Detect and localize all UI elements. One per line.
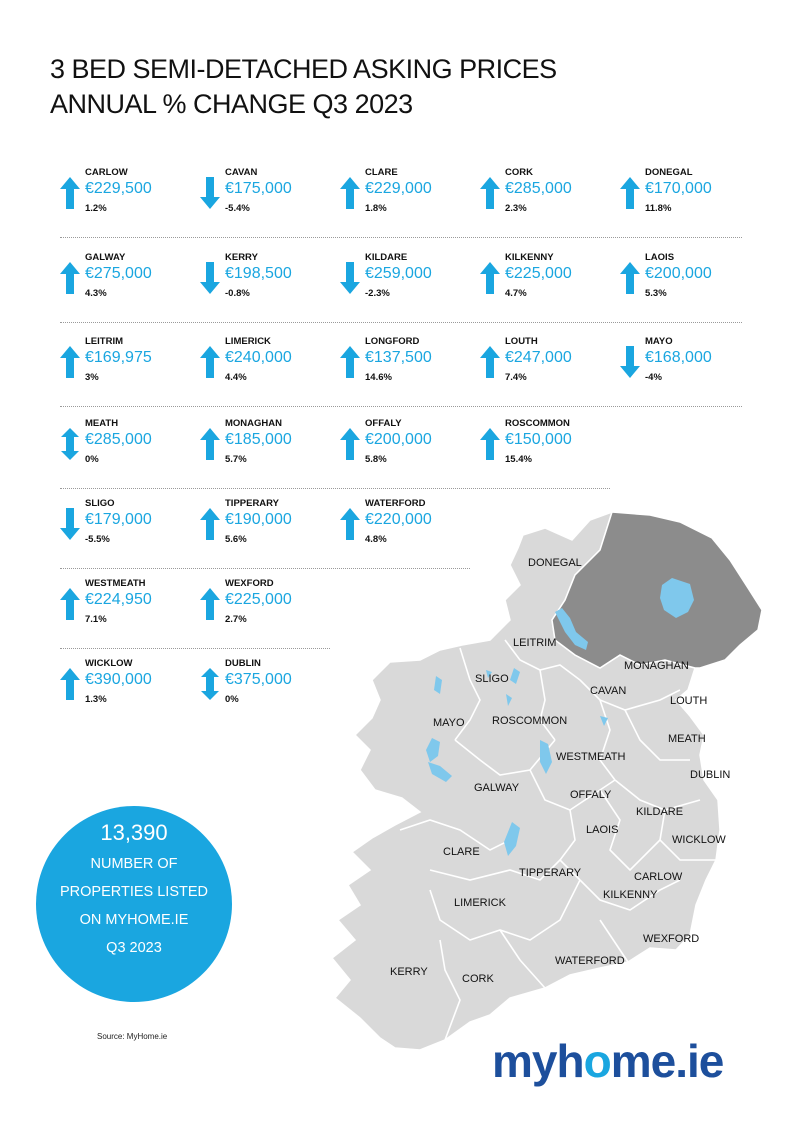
county-name: WATERFORD	[365, 498, 426, 509]
county-price: €179,000	[85, 511, 152, 528]
summary-line-3: ON MYHOME.IE	[79, 912, 189, 928]
map-label-tipperary: TIPPERARY	[519, 867, 582, 879]
county-change: 1.2%	[85, 203, 107, 214]
county-name: CLARE	[365, 167, 398, 178]
county-change: 4.7%	[505, 288, 527, 299]
county-price: €200,000	[645, 265, 712, 282]
county-name: LONGFORD	[365, 336, 420, 347]
county-change: 14.6%	[365, 372, 392, 383]
county-name: LIMERICK	[225, 336, 271, 347]
county-change: -5.4%	[225, 203, 250, 214]
county-name: CORK	[505, 167, 533, 178]
map-label-galway: GALWAY	[474, 782, 520, 794]
county-change: 0%	[225, 694, 239, 705]
map-label-louth: LOUTH	[670, 695, 708, 707]
county-name: LEITRIM	[85, 336, 123, 347]
listings-summary-circle	[36, 806, 232, 1002]
county-name: MONAGHAN	[225, 418, 282, 429]
county-change: 5.7%	[225, 454, 247, 465]
logo-house-icon: o	[583, 1035, 611, 1087]
county-name: KILKENNY	[505, 252, 554, 263]
map-label-kilkenny: KILKENNY	[603, 889, 658, 901]
map-label-wicklow: WICKLOW	[672, 834, 726, 846]
county-price: €137,500	[365, 349, 432, 366]
county-name: KILDARE	[365, 252, 408, 263]
county-change: 2.3%	[505, 203, 527, 214]
map-label-leitrim: LEITRIM	[513, 637, 557, 649]
map-label-kerry: KERRY	[390, 966, 428, 978]
county-name: ROSCOMMON	[505, 418, 570, 429]
county-name: MAYO	[645, 336, 673, 347]
map-label-offaly: OFFALY	[570, 789, 612, 801]
county-price: €285,000	[85, 431, 152, 448]
map-label-cork: CORK	[462, 973, 494, 985]
county-change: 1.3%	[85, 694, 107, 705]
county-change: 0%	[85, 454, 99, 465]
summary-line-1: NUMBER OF	[90, 856, 178, 872]
county-name: MEATH	[85, 418, 119, 429]
county-change: 7.1%	[85, 614, 107, 625]
map-label-donegal: DONEGAL	[528, 557, 582, 569]
summary-line-2: PROPERTIES LISTED	[60, 884, 208, 900]
map-label-dublin: DUBLIN	[690, 769, 731, 781]
map-label-cavan: CAVAN	[590, 685, 627, 697]
county-price: €285,000	[505, 180, 572, 197]
listings-count: 13,390	[100, 820, 168, 845]
map-label-clare: CLARE	[443, 846, 480, 858]
map-label-limerick: LIMERICK	[454, 897, 506, 909]
county-name: DONEGAL	[645, 167, 693, 178]
county-name: LOUTH	[505, 336, 538, 347]
map-label-meath: MEATH	[668, 733, 706, 745]
county-change: 4.3%	[85, 288, 107, 299]
map-label-carlow: CARLOW	[634, 871, 683, 883]
map-label-sligo: SLIGO	[475, 673, 509, 685]
map-label-roscommon: ROSCOMMON	[492, 715, 568, 727]
title-line-1: 3 BED SEMI-DETACHED ASKING PRICES	[50, 54, 557, 84]
county-price: €225,000	[225, 591, 292, 608]
county-price: €225,000	[505, 265, 572, 282]
county-change: 2.7%	[225, 614, 247, 625]
map-label-westmeath: WESTMEATH	[556, 751, 626, 763]
county-price: €220,000	[365, 511, 432, 528]
county-change: -4%	[645, 372, 662, 383]
county-name: KERRY	[225, 252, 258, 263]
county-change: 5.6%	[225, 534, 247, 545]
map-label-laois: LAOIS	[586, 824, 619, 836]
county-change: 5.8%	[365, 454, 387, 465]
county-change: 4.8%	[365, 534, 387, 545]
logo-text-2: me.ie	[610, 1035, 724, 1087]
map-label-wexford: WEXFORD	[643, 933, 700, 945]
county-price: €375,000	[225, 671, 292, 688]
county-name: WICKLOW	[85, 658, 133, 669]
county-change: 4.4%	[225, 372, 247, 383]
county-price: €259,000	[365, 265, 432, 282]
map-label-monaghan: MONAGHAN	[624, 660, 689, 672]
county-price: €190,000	[225, 511, 292, 528]
county-name: WESTMEATH	[85, 578, 146, 589]
county-price: €224,950	[85, 591, 152, 608]
county-price: €247,000	[505, 349, 572, 366]
county-name: DUBLIN	[225, 658, 261, 669]
county-change: 11.8%	[645, 203, 672, 214]
county-name: WEXFORD	[225, 578, 274, 589]
county-price: €185,000	[225, 431, 292, 448]
county-price: €198,500	[225, 265, 292, 282]
county-price: €170,000	[645, 180, 712, 197]
county-name: LAOIS	[645, 252, 675, 263]
county-price: €229,000	[365, 180, 432, 197]
map-label-kildare: KILDARE	[636, 806, 684, 818]
county-change: -0.8%	[225, 288, 250, 299]
county-price: €200,000	[365, 431, 432, 448]
county-name: OFFALY	[365, 418, 402, 429]
county-change: 3%	[85, 372, 99, 383]
county-change: -5.5%	[85, 534, 110, 545]
county-price: €150,000	[505, 431, 572, 448]
source-note: Source: MyHome.ie	[97, 1032, 168, 1041]
summary-line-4: Q3 2023	[106, 940, 162, 956]
map-label-mayo: MAYO	[433, 717, 465, 729]
county-price: €390,000	[85, 671, 152, 688]
county-price: €275,000	[85, 265, 152, 282]
county-change: 15.4%	[505, 454, 532, 465]
county-change: 7.4%	[505, 372, 527, 383]
county-change: -2.3%	[365, 288, 390, 299]
county-name: CAVAN	[225, 167, 258, 178]
county-price: €240,000	[225, 349, 292, 366]
myhome-logo[interactable]	[492, 1034, 723, 1088]
county-name: CARLOW	[85, 167, 128, 178]
county-change: 5.3%	[645, 288, 667, 299]
title-line-2: ANNUAL % CHANGE Q3 2023	[50, 89, 413, 119]
county-name: SLIGO	[85, 498, 115, 509]
county-name: GALWAY	[85, 252, 126, 263]
county-price: €169,975	[85, 349, 152, 366]
county-price: €229,500	[85, 180, 152, 197]
map-label-waterford: WATERFORD	[555, 955, 625, 967]
county-price: €175,000	[225, 180, 292, 197]
logo-text-1: myh	[492, 1035, 584, 1087]
county-price: €168,000	[645, 349, 712, 366]
county-name: TIPPERARY	[225, 498, 280, 509]
county-change: 1.8%	[365, 203, 387, 214]
